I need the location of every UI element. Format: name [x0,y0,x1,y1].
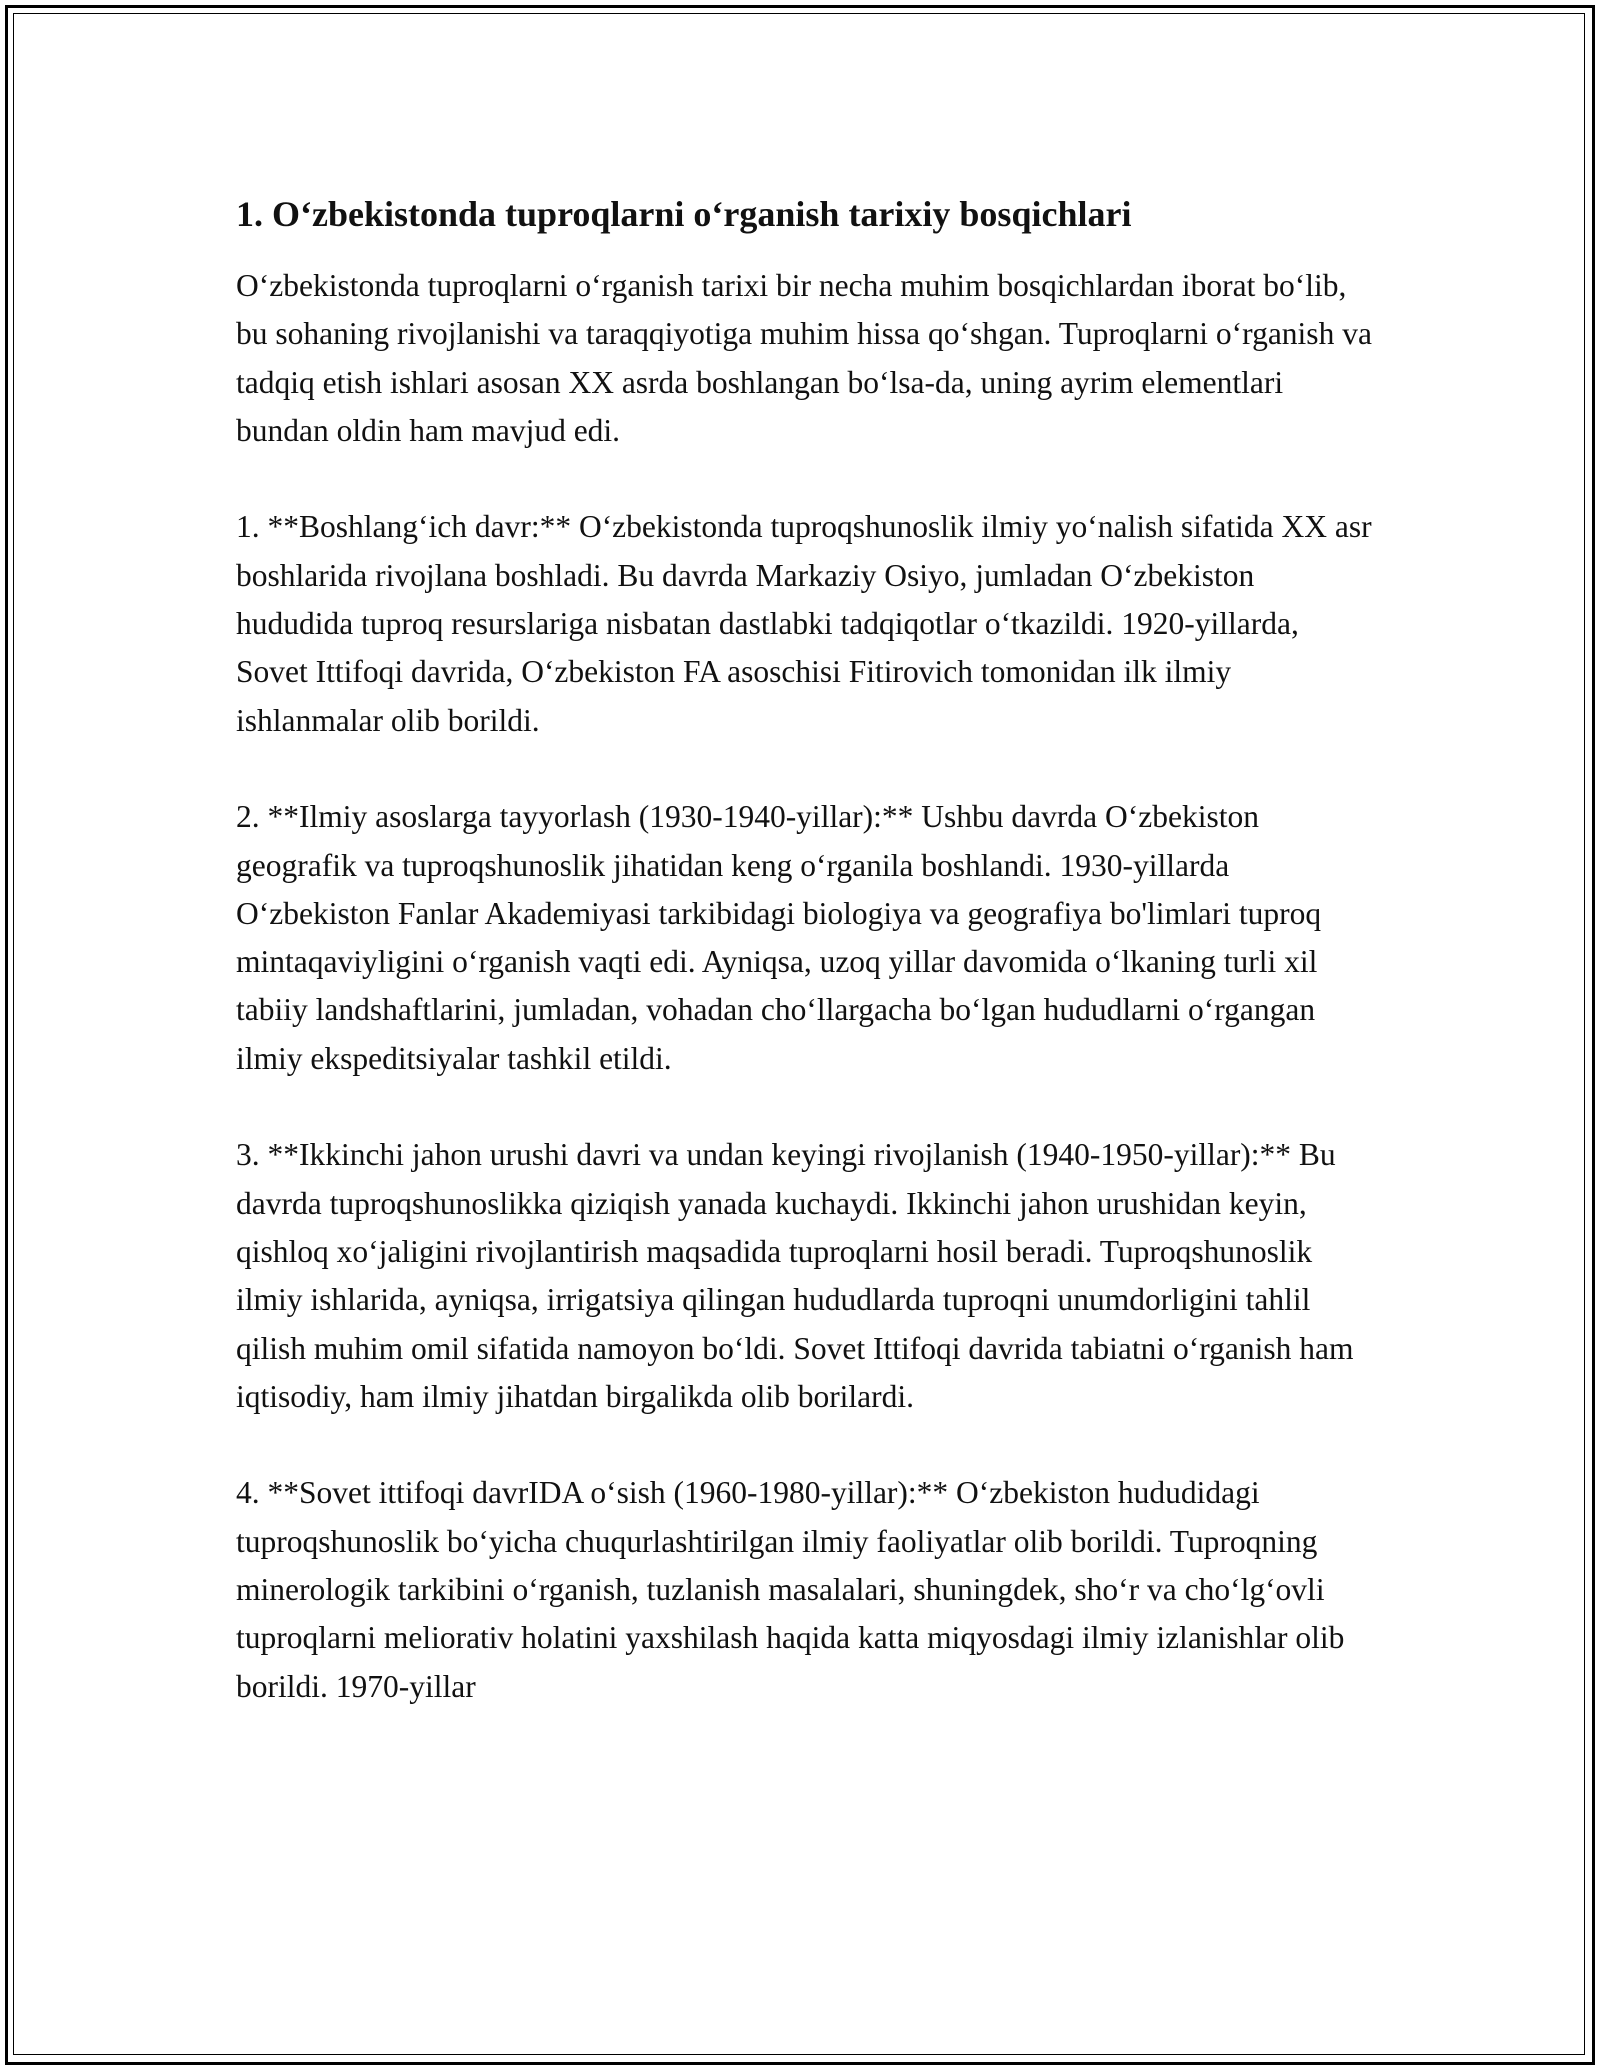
document-body [236,188,1376,1759]
list-item-2: 2. **Ilmiy asoslarga tayyorlash (1930-1940-yillar):** Ushbu davrda O‘zbekiston geografik va tuproqshunoslik jihatidan keng o‘rganila boshlandi. 1930-yillarda O‘zbekiston Fanlar Akademiyasi tarkibidagi biologiya va geografiya bo'limlari tuproq mintaqaviyligini o‘rganish vaqti edi. Ayniqsa, uzoq yillar davomida o‘lkaning turli xil tabiiy landshaftlarini, jumladan, vohadan cho‘llargacha bo‘lgan hududlarni o‘rgangan ilmiy ekspeditsiyalar tashkil etildi. [236,799,1322,1076]
list-item-3: 3. **Ikkinchi jahon urushi davri va undan keyingi rivojlanish (1940-1950-yillar):** Bu davrda tuproqshunoslikka qiziqish yanada kuchaydi. Ikkinchi jahon urushidan keyin, qishloq xo‘jaligini rivojlantirish maqsadida tuproqlarni hosil beradi. Tuproqshunoslik ilmiy ishlarida, ayniqsa, irrigatsiya qilingan hududlarda tuproqni unumdorligini tahlil qilish muhim omil sifatida namoyon bo‘ldi. Sovet Ittifoqi davrida tabiatni o‘rganish ham iqtisodiy, ham ilmiy jihatdan birgalikda olib borilardi. [236,1137,1354,1414]
list-item-4: 4. **Sovet ittifoqi davrIDA o‘sish (1960-1980-yillar):** O‘zbekiston hududidagi tuproqshunoslik bo‘yicha chuqurlashtirilgan ilmiy faoliyatlar olib borildi. Tuproqning minerologik tarkibini o‘rganish, tuzlanish masalalari, shuningdek, sho‘r va cho‘lg‘ovli tuproqlarni meliorativ holatini yaxshilash haqida katta miqyosdagi ilmiy izlanishlar olib borildi. 1970-yillar [236,1475,1345,1704]
document-title: 1. O‘zbekistonda tuproqlarni o‘rganish tarixiy bosqichlari [236,194,1132,234]
list-item-1: 1. **Boshlang‘ich davr:** O‘zbekistonda tuproqshunoslik ilmiy yo‘nalish sifatida XX asr boshlarida rivojlana boshladi. Bu davrda Markaziy Osiyo, jumladan O‘zbekiston hududida tuproq resurslariga nisbatan dastlabki tadqiqotlar o‘tkazildi. 1920-yillarda, Sovet Ittifoqi davrida, O‘zbekiston FA asoschisi Fitirovich tomonidan ilk ilmiy ishlanmalar olib borildi. [236,509,1372,738]
intro-paragraph: O‘zbekistonda tuproqlarni o‘rganish tarixi bir necha muhim bosqichlardan iborat bo‘lib, bu sohaning rivojlanishi va taraqqiyotiga muhim hissa qo‘shgan. Tuproqlarni o‘rganish va tadqiq etish ishlari asosan XX asrda boshlangan bo‘lsa-da, uning ayrim elementlari bundan oldin ham mavjud edi. [236,268,1372,448]
